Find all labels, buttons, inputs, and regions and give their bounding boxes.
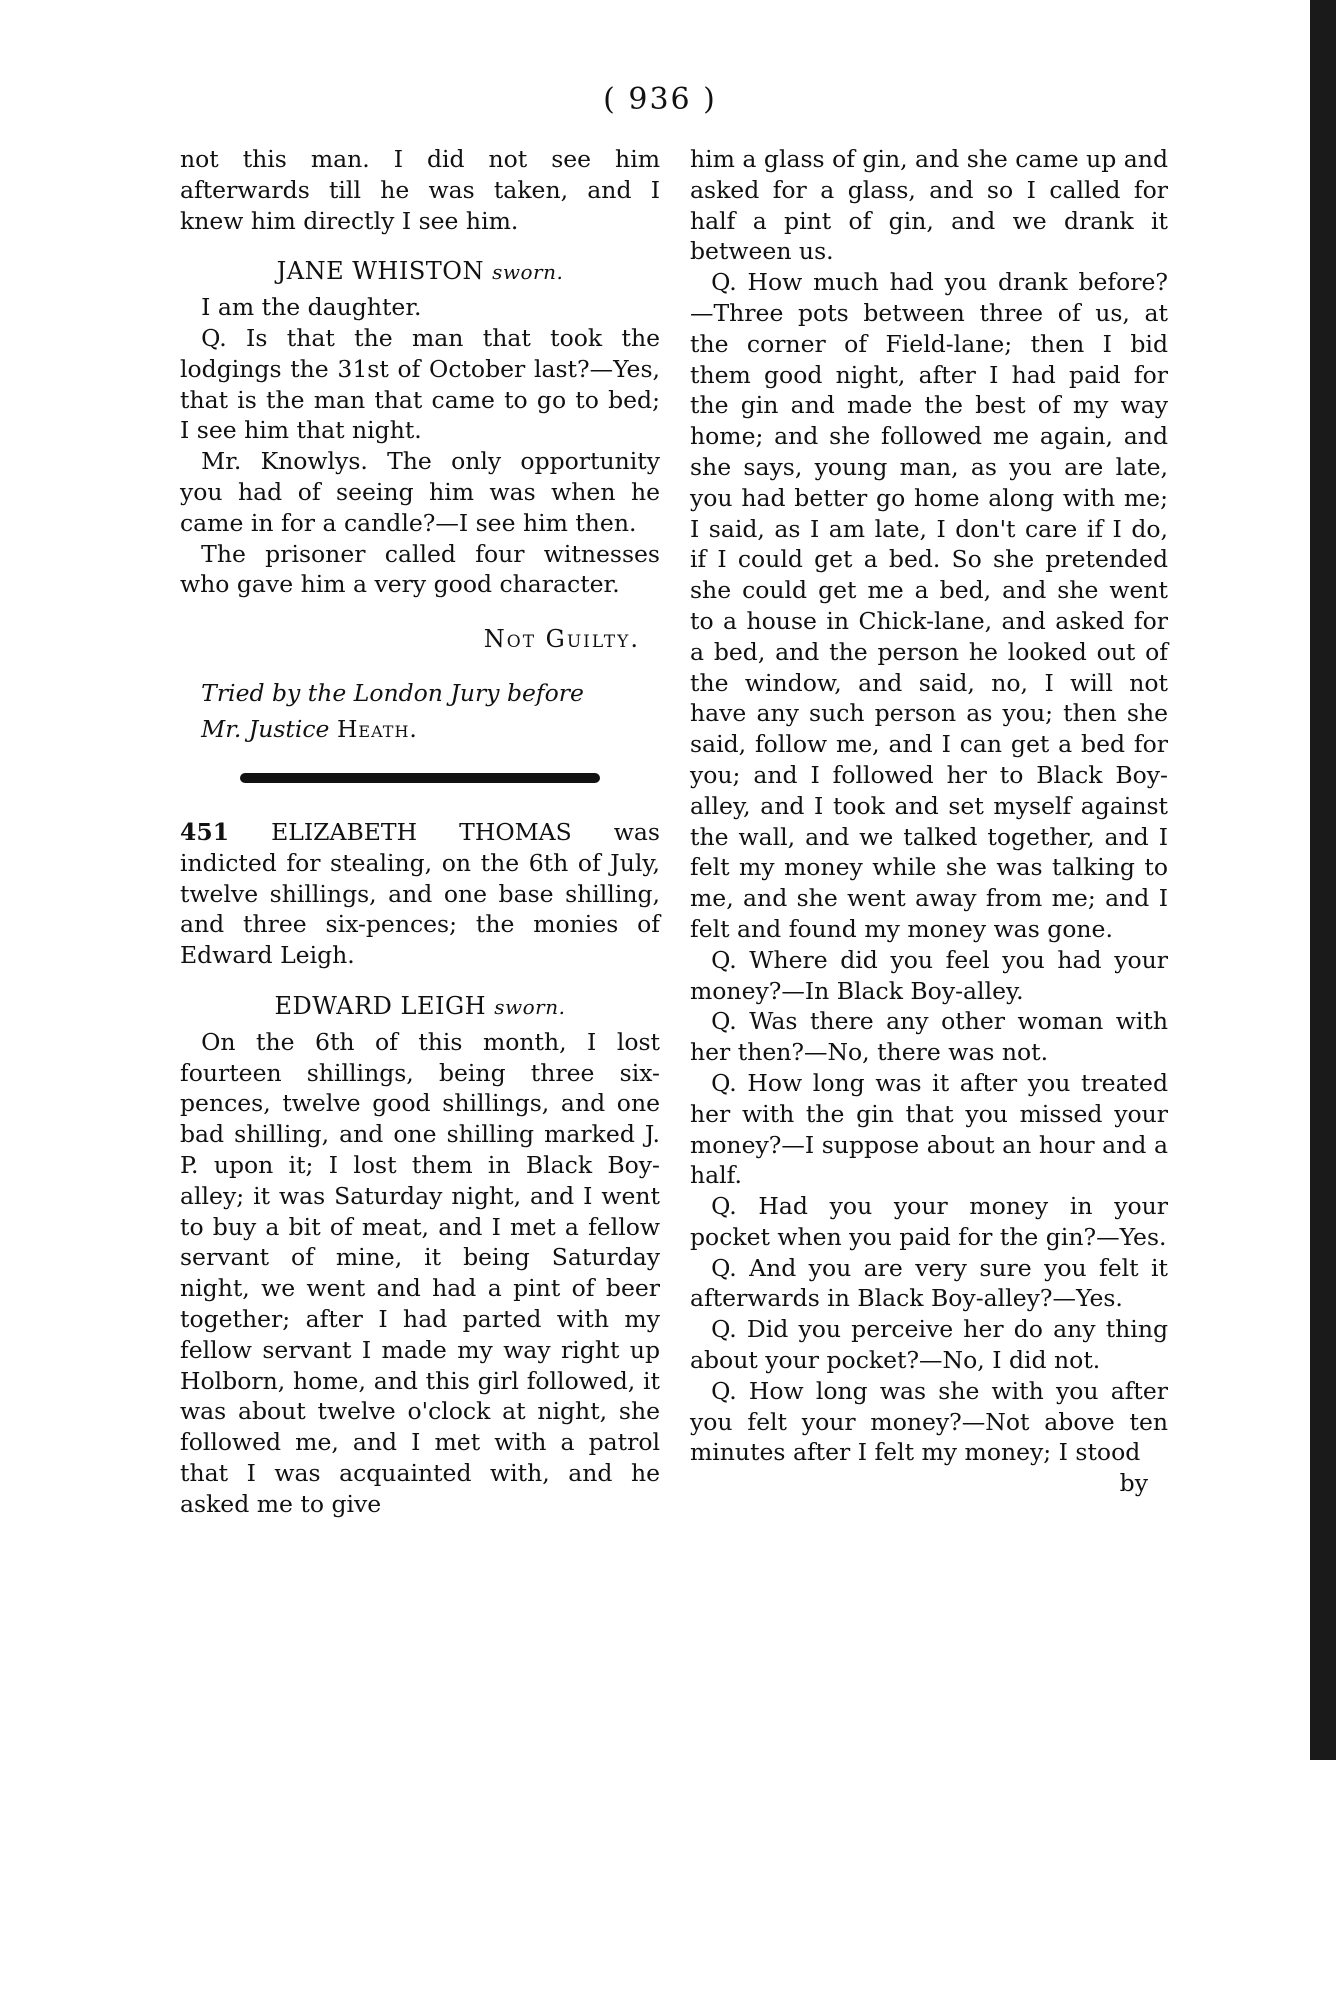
section-divider [240,773,600,783]
witness-name: JANE WHISTON [276,257,484,286]
left-paragraph-2: I am the daughter. [201,293,422,322]
witness-name: EDWARD LEIGH [274,991,487,1020]
right-paragraph-6: Q. Had you your money in your pocket when you paid for the gin?—Yes. [690,1192,1168,1251]
verdict [180,624,640,655]
left-paragraph-5: The prisoner called four witnesses who gave him a very good character. [180,539,660,599]
right-paragraph-3: Q. Where did you feel you had your money?—In Black Boy-alley. [690,945,1168,1005]
left-paragraph-1: not this man. I did not see him afterwards till he was taken, and I knew him directly I see him. [180,145,660,235]
right-paragraph-2: Q. How much had you drank before?—Three pots between three of us, at the corner of Field-lane; then I bid them good night, after I had paid for the gin and made the best of my way home; and she followed me again, and she says, young man, as you are late, you had better go home along with me; I said, as I am late, I don't care if I do, if I could get a bed. So she pretended she could get me a bed, and she went to a house in Chick-lane, and asked for a bed, and the person he looked out of the window, and said, no, I will not have any such person as you; then she said, follow me, and I can get a bed for you; and I followed her to Black Boy-alley, and I took and set myself against the wall, and we talked together, and I felt my money while she was talking to me, and she went away from me; and I felt and found my money was gone. [690,268,1168,943]
right-paragraph-1: him a glass of gin, and she came up and asked for a glass, and so I called for half a pint of gin, and we drank it between us. [690,145,1168,266]
right-column [690,144,1168,1499]
verdict-text: Not Guilty. [483,625,640,654]
case-entry [180,817,660,971]
witness-heading-jane-whiston [180,256,660,288]
right-paragraph-4: Q. Was there any other woman with her then?—No, there was not. [690,1007,1168,1067]
right-paragraph-9: Q. How long was she with you after you felt your money?—Not above ten minutes after I felt my money; I stood [690,1376,1168,1467]
sworn-label: sworn. [494,994,566,1019]
page-number: ( 936 ) [603,82,717,117]
left-column [180,144,660,1519]
tried-line-1: Tried by the London Jury before [201,678,584,707]
catchword: by [1119,1469,1148,1498]
right-paragraph-5: Q. How long was it after you treated her with the gin that you missed your money?—I suppose about an hour and a half. [690,1068,1168,1190]
left-paragraph-3: Q. Is that the man that took the lodgings the 31st of October last?—Yes, that is the man that came to go to bed; I see him that night. [180,323,660,445]
tried-line-2 [180,711,660,747]
page-edge-shadow [1310,0,1336,1760]
justice-title: Mr. Justice [201,714,330,743]
case-indictment: ELIZABETH THOMAS was indicted for stealing, on the 6th of July, twelve shillings, and one base shilling, and three six-pences; the monies of Edward Leigh. [180,817,660,970]
justice-name: Heath. [336,714,418,743]
case-number: 451 [180,817,230,846]
right-paragraph-8: Q. Did you perceive her do any thing about your pocket?—No, I did not. [690,1315,1168,1375]
left-paragraph-4: Mr. Knowlys. The only opportunity you had of seeing him was when he came in for a candle?—I see him then. [180,447,660,537]
sworn-label: sworn. [492,260,564,285]
right-paragraph-7: Q. And you are very sure you felt it afterwards in Black Boy-alley?—Yes. [690,1253,1168,1313]
left-paragraph-6: On the 6th of this month, I lost fourteen shillings, being three six-pences, twelve good shillings, and one bad shilling, and one shilling marked J. P. upon it; I lost them in Black Boy-alley; it was Saturday night, and I went to buy a bit of meat, and I met a fellow servant of mine, it being Saturday night, we went and had a pint of beer together; after I had parted with my fellow servant I made my way right up Holborn, home, and this girl followed, it was about twelve o'clock at night, she followed me, and I met with a patrol that I was acquainted with, and he asked me to give [180,1027,660,1518]
witness-heading-edward-leigh [180,991,660,1023]
